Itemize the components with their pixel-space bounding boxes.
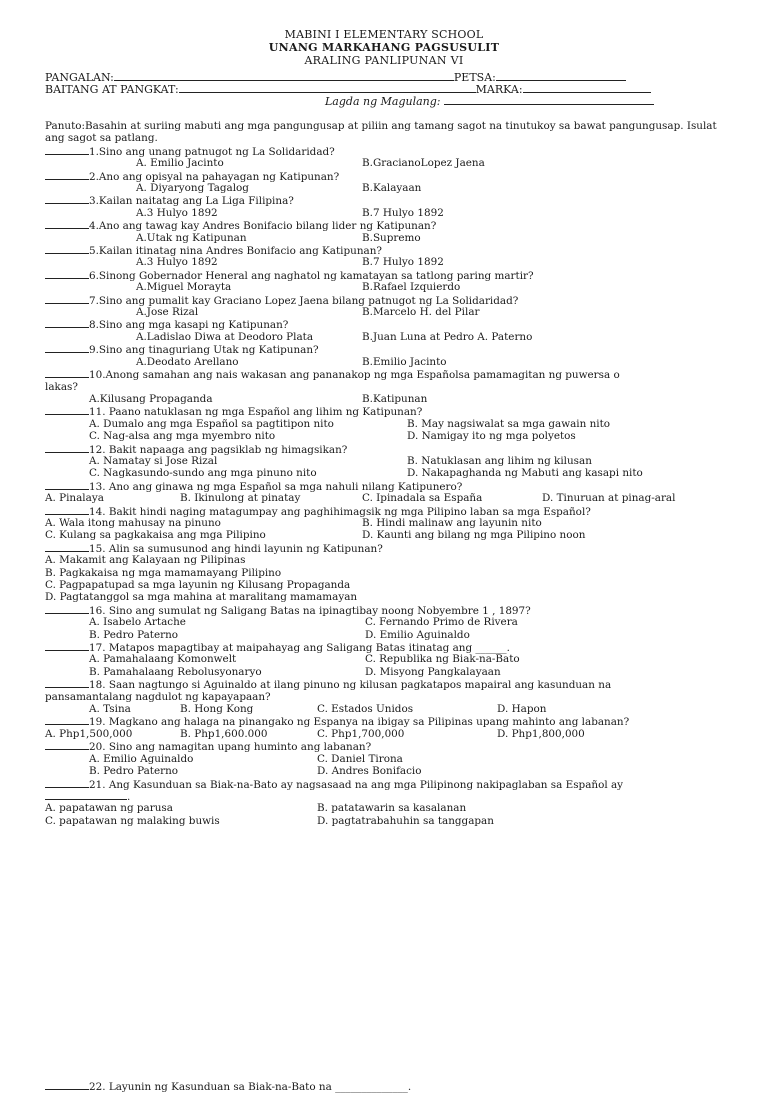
question-17: 17. Matapos mapagtibay at maipahayag ang Saligang Batas itinatag ang ______.: [45, 641, 725, 653]
question-10-cont: lakas?: [45, 380, 78, 393]
option[interactable]: A. Makamit ang Kalayaan ng Pilipinas: [45, 554, 246, 567]
answer-blank[interactable]: [45, 219, 89, 229]
option[interactable]: A.Utak ng Katipunan: [136, 231, 247, 244]
grade-label: BAITANG AT PANGKAT:: [45, 83, 179, 96]
name-field[interactable]: [114, 70, 454, 81]
option[interactable]: C. Php1,700,000: [317, 727, 405, 740]
answer-blank[interactable]: [45, 244, 89, 254]
option[interactable]: A.Jose Rizal: [136, 306, 199, 319]
options-21a: [45, 802, 725, 814]
option[interactable]: C. Estados Unidos: [317, 703, 414, 716]
option[interactable]: A. Emilio Aguinaldo: [89, 752, 194, 765]
option[interactable]: A. Dumalo ang mga Español sa pagtitipon nito: [89, 417, 334, 430]
question-15: 15. Alin sa sumusunod ang hindi layunin ng Katipunan?: [45, 542, 725, 554]
answer-blank[interactable]: [45, 542, 89, 552]
option[interactable]: C. Nagkasundo-sundo ang mga pinuno nito: [89, 467, 317, 480]
answer-blank[interactable]: [45, 778, 89, 788]
options-5: [45, 256, 725, 268]
option[interactable]: B.Kalayaan: [362, 182, 422, 195]
question-13: 13. Ano ang ginawa ng mga Español sa mga nahuli nilang Katipunero?: [45, 480, 725, 492]
subject-title: ARALING PANLIPUNAN VI: [304, 54, 464, 67]
option[interactable]: C. Kulang sa pagkakaisa ang mga Pilipino: [45, 529, 266, 542]
option[interactable]: B.GracianoLopez Jaena: [362, 157, 485, 170]
options-9: [45, 356, 725, 368]
option[interactable]: A.Deodato Arellano: [136, 355, 239, 368]
question-21: 21. Ang Kasunduan sa Biak-na-Bato ay nagsasaad na ang mga Pilipinong nakipaglaban sa Español ay: [45, 778, 725, 790]
option[interactable]: C. Republika ng Biak-na-Bato: [365, 653, 520, 666]
option[interactable]: D. Php1,800,000: [497, 727, 585, 740]
option[interactable]: C. Ipinadala sa España: [362, 492, 483, 505]
options-11b: [45, 430, 725, 442]
answer-blank[interactable]: [45, 368, 89, 378]
options-14a: [45, 517, 725, 529]
option[interactable]: A. Namatay si Jose Rizal: [89, 454, 218, 467]
exam-title: UNANG MARKAHANG PAGSUSULIT: [268, 41, 500, 54]
option[interactable]: B. patatawarin sa kasalanan: [317, 802, 467, 815]
option[interactable]: D. Kaunti ang bilang ng mga Pilipino noon: [362, 529, 586, 542]
answer-blank[interactable]: [45, 604, 89, 614]
answer-blank[interactable]: [45, 740, 89, 750]
instructions: Panuto:Basahin at suriing mabuti ang mga pangungusap at piliin ang tamang sagot na tinutukoy sa bawat pangungusap. Isulat ang sagot sa patlang.: [45, 120, 717, 145]
option[interactable]: D. Tinuruan at pinag-aral: [542, 492, 676, 505]
options-13: [45, 492, 725, 504]
parent-signature-field[interactable]: [444, 94, 654, 105]
score-field[interactable]: [523, 82, 651, 93]
options-19: [45, 728, 725, 740]
option[interactable]: B.Juan Luna at Pedro A. Paterno: [362, 330, 533, 343]
answer-blank[interactable]: [45, 343, 89, 353]
option[interactable]: C. Fernando Primo de Rivera: [365, 616, 518, 629]
answer-blank[interactable]: [45, 145, 89, 155]
answer-blank[interactable]: [45, 294, 89, 304]
options-17a: [45, 653, 725, 665]
options-8: [45, 331, 725, 343]
options-12a: [45, 455, 725, 467]
options-14b: [45, 529, 725, 541]
answer-blank[interactable]: [45, 678, 89, 688]
options-1: [45, 157, 725, 169]
options-11a: [45, 418, 725, 430]
question-8: 8.Sino ang mga kasapi ng Katipunan?: [45, 318, 725, 330]
option[interactable]: C. Daniel Tirona: [317, 752, 403, 765]
option[interactable]: B. Pagkakaisa ng mga mamamayang Pilipino: [45, 566, 282, 579]
option[interactable]: D. Namigay ito ng mga polyetos: [407, 430, 576, 443]
options-20a: [45, 753, 725, 765]
question-1: 1.Sino ang unang patnugot ng La Solidaridad?: [45, 145, 725, 157]
option[interactable]: D. Pagtatanggol sa mga mahina at maralitang mamamayan: [45, 591, 358, 604]
option[interactable]: D. pagtatrabahuhin sa tanggapan: [317, 814, 494, 827]
option[interactable]: A. Diyaryong Tagalog: [136, 182, 249, 195]
answer-blank[interactable]: [45, 505, 89, 515]
answer-blank[interactable]: [45, 715, 89, 725]
option[interactable]: A.3 Hulyo 1892: [136, 206, 218, 219]
score-label: MARKA:: [475, 83, 523, 96]
answer-blank[interactable]: [45, 1080, 89, 1090]
options-18: [45, 703, 725, 715]
answer-blank[interactable]: [45, 194, 89, 204]
option[interactable]: C. Nag-alsa ang mga myembro nito: [89, 430, 276, 443]
question-9: 9.Sino ang tinaguriang Utak ng Katipunan?: [45, 343, 725, 355]
options-3: [45, 207, 725, 219]
question-18-cont: pansamantalang nagdulot ng kapayapaan?: [45, 690, 271, 703]
school-name: MABINI I ELEMENTARY SCHOOL: [284, 28, 484, 41]
option[interactable]: A. Emilio Jacinto: [136, 157, 224, 170]
spacer: [45, 827, 725, 1080]
options-4: [45, 232, 725, 244]
answer-blank[interactable]: [45, 443, 89, 453]
parent-signature-row: [325, 94, 654, 108]
option[interactable]: B. Ikinulong at pinatay: [180, 492, 301, 505]
option[interactable]: C. Pagpapatupad sa mga layunin ng Kilusang Propaganda: [45, 579, 351, 592]
option[interactable]: B.Emilio Jacinto: [362, 355, 447, 368]
option[interactable]: B. Hong Kong: [180, 703, 254, 716]
option[interactable]: B. Php1,600.000: [180, 727, 268, 740]
options-17b: [45, 666, 725, 678]
question-11: 11. Paano natuklasan ng mga Español ang lihim ng Katipunan?: [45, 405, 725, 417]
option[interactable]: A. Tsina: [89, 703, 131, 716]
name-label: PANGALAN:: [45, 71, 114, 84]
question-6: 6.Sinong Gobernador Heneral ang naghatol ng kamatayan sa tatlong paring martir?: [45, 269, 725, 281]
option[interactable]: B. Pedro Paterno: [89, 628, 179, 641]
exam-body: [45, 120, 725, 1093]
question-12: 12. Bakit napaaga ang pagsiklab ng himagsikan?: [45, 443, 725, 455]
options-7: [45, 306, 725, 318]
option[interactable]: B. Hindi malinaw ang layunin nito: [362, 516, 542, 529]
question-3: 3.Kailan naitatag ang La Liga Filipina?: [45, 194, 725, 206]
parent-signature-label: Lagda ng Magulang:: [325, 95, 441, 108]
option[interactable]: A.Ladislao Diwa at Deodoro Plata: [136, 330, 314, 343]
question-7: 7.Sino ang pumalit kay Graciano Lopez Jaena bilang patnugot ng La Solidaridad?: [45, 294, 725, 306]
option[interactable]: A. Pinalaya: [45, 492, 104, 505]
answer-blank[interactable]: [45, 641, 89, 651]
option[interactable]: C. papatawan ng malaking buwis: [45, 814, 220, 827]
option[interactable]: D. Emilio Aguinaldo: [365, 628, 470, 641]
option[interactable]: B.7 Hulyo 1892: [362, 256, 444, 269]
options-2: [45, 182, 725, 194]
option[interactable]: A. papatawan ng parusa: [45, 802, 173, 815]
option[interactable]: A. Isabelo Artache: [89, 616, 186, 629]
question-5: 5.Kailan itinatag nina Andres Bonifacio ang Katipunan?: [45, 244, 725, 256]
answer-blank[interactable]: [45, 405, 89, 415]
date-label: PETSA:: [453, 71, 496, 84]
options-12b: [45, 467, 725, 479]
option[interactable]: B. Pamahalaang Rebolusyonaryo: [89, 665, 262, 678]
option[interactable]: B. Pedro Paterno: [89, 765, 179, 778]
answer-blank[interactable]: [45, 269, 89, 279]
option[interactable]: B.Supremo: [362, 231, 421, 244]
question-18: 18. Saan nagtungo si Aguinaldo at ilang pinuno ng kilusan pagkatapos mapairal ang kasunduan na: [45, 678, 725, 690]
option[interactable]: B.Katipunan: [362, 392, 428, 405]
options-20b: [45, 765, 725, 777]
option[interactable]: B.Marcelo H. del Pilar: [362, 306, 480, 319]
question-2: 2.Ano ang opisyal na pahayagan ng Katipunan?: [45, 170, 725, 182]
options-10: [45, 393, 725, 405]
option[interactable]: A.3 Hulyo 1892: [136, 256, 218, 269]
option[interactable]: D. Misyong Pangkalayaan: [365, 665, 501, 678]
answer-blank[interactable]: [45, 480, 89, 490]
option[interactable]: B. Natuklasan ang lihim ng kilusan: [407, 454, 592, 467]
option[interactable]: D. Nakapaghanda ng Mabuti ang kasapi nito: [407, 467, 643, 480]
question-20: 20. Sino ang namagitan upang huminto ang labanan?: [45, 740, 725, 752]
question-14: 14. Bakit hindi naging matagumpay ang paghihimagsik ng mga Pilipino laban sa mga Español?: [45, 505, 725, 517]
options-16a: [45, 616, 725, 628]
option[interactable]: A. Php1,500,000: [45, 727, 133, 740]
question-4: 4.Ano ang tawag kay Andres Bonifacio bilang lider ng Katipunan?: [45, 219, 725, 231]
date-field[interactable]: [496, 70, 626, 81]
answer-blank[interactable]: [45, 318, 89, 328]
options-16b: [45, 629, 725, 641]
option[interactable]: A.Kilusang Propaganda: [89, 392, 213, 405]
option[interactable]: A. Pamahalaang Komonwelt: [89, 653, 237, 666]
question-19: 19. Magkano ang halaga na pinangako ng Espanya na ibigay sa Pilipinas upang mahinto ang labanan?: [45, 715, 725, 727]
answer-blank[interactable]: [45, 790, 127, 800]
option[interactable]: D. Hapon: [497, 703, 547, 716]
option[interactable]: B.7 Hulyo 1892: [362, 206, 444, 219]
option[interactable]: A. Wala itong mahusay na pinuno: [45, 516, 221, 529]
option[interactable]: D. Andres Bonifacio: [317, 765, 422, 778]
answer-blank[interactable]: [45, 170, 89, 180]
grade-field[interactable]: [179, 82, 476, 93]
option[interactable]: A.Miguel Morayta: [136, 281, 232, 294]
question-21-blank: .: [45, 790, 725, 802]
option[interactable]: B.Rafael Izquierdo: [362, 281, 461, 294]
option[interactable]: B. May nagsiwalat sa mga gawain nito: [407, 417, 611, 430]
options-21b: [45, 815, 725, 827]
question-16: 16. Sino ang sumulat ng Saligang Batas na ipinagtibay noong Nobyembre 1 , 1897?: [45, 604, 725, 616]
question-10: 10.Anong samahan ang nais wakasan ang pananakop ng mga Españolsa pamamagitan ng puwersa o: [45, 368, 725, 380]
options-6: [45, 281, 725, 293]
question-22: 22. Layunin ng Kasunduan sa Biak-na-Bato na ______________.: [45, 1080, 725, 1092]
